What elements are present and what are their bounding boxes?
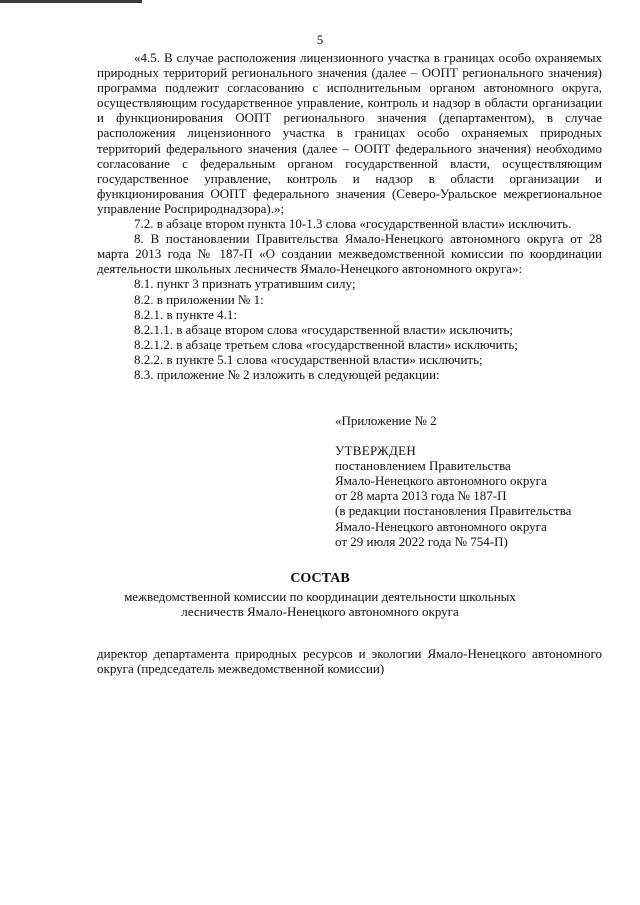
approval-block bbox=[335, 413, 605, 549]
approval-line: от 29 июля 2022 года № 754-П) bbox=[335, 533, 508, 549]
paragraph-8-2-2: 8.2.2. в пункте 5.1 слова «государственной власти» исключить; bbox=[134, 351, 483, 367]
commission-member: директор департамента природных ресурсов и экологии Ямало-Ненецкого автономного округа (председатель межведомственной комиссии) bbox=[97, 646, 602, 677]
approval-line: от 28 марта 2013 года № 187-П bbox=[335, 488, 507, 504]
paragraph-8-1: 8.1. пункт 3 признать утратившим силу; bbox=[134, 276, 356, 292]
paragraph-8-3: 8.3. приложение № 2 изложить в следующей редакции: bbox=[134, 366, 440, 382]
approval-line: (в редакции постановления Правительства bbox=[335, 503, 572, 519]
paragraph-8: 8. В постановлении Правительства Ямало-Ненецкого автономного округа от 28 марта 2013 года № 187-П «О создании межведомственной комиссии по координации деятельности школьных лесничеств Ямало-Ненецкого автономного округа»: bbox=[97, 231, 602, 277]
approved-heading: УТВЕРЖДЕН bbox=[335, 443, 417, 459]
composition-subtitle: межведомственной комиссии по координации деятельности школьных лесничеств Ямало-Ненецкого автономного округа bbox=[124, 589, 516, 620]
composition-title: СОСТАВ bbox=[290, 571, 350, 586]
paragraph-4-5: «4.5. В случае расположения лицензионного участка в границах особо охраняемых природных территорий регионального значения (далее – ООПТ регионального значения) программа подлежит согласованию с исполнительным органом автономного округа, осуществляющим государственное управление, контроль и надзор в области организации и функционирования ООПТ регионального значения (департаментом), в случае расположения лицензионного участка в границах особо охраняемых природных территорий федерального значения (далее – ООПТ федерального значения) необходимо согласование с федеральным органом государственной власти, осуществляющим государственное управление, контроль и надзор в области организации и функционирования ООПТ федерального значения (Северо-Уральское межрегиональное управление Росприроднадзора).»; bbox=[97, 50, 602, 216]
approval-line: Ямало-Ненецкого автономного округа bbox=[335, 518, 547, 534]
scan-edge-mark bbox=[0, 0, 142, 3]
paragraph-8-2-1-1: 8.2.1.1. в абзаце втором слова «государственной власти» исключить; bbox=[134, 321, 513, 337]
approval-line: Ямало-Ненецкого автономного округа bbox=[335, 473, 547, 489]
paragraph-7-2: 7.2. в абзаце втором пункта 10-1.3 слова «государственной власти» исключить. bbox=[134, 216, 572, 232]
appendix-label: «Приложение № 2 bbox=[335, 413, 437, 428]
approval-line: постановлением Правительства bbox=[335, 458, 511, 474]
resolution-body bbox=[97, 50, 602, 382]
paragraph-8-2-1: 8.2.1. в пункте 4.1: bbox=[134, 306, 238, 322]
page-number: 5 bbox=[316, 32, 324, 47]
paragraph-8-2: 8.2. в приложении № 1: bbox=[134, 291, 264, 307]
paragraph-8-2-1-2: 8.2.1.2. в абзаце третьем слова «государственной власти» исключить; bbox=[134, 336, 518, 352]
